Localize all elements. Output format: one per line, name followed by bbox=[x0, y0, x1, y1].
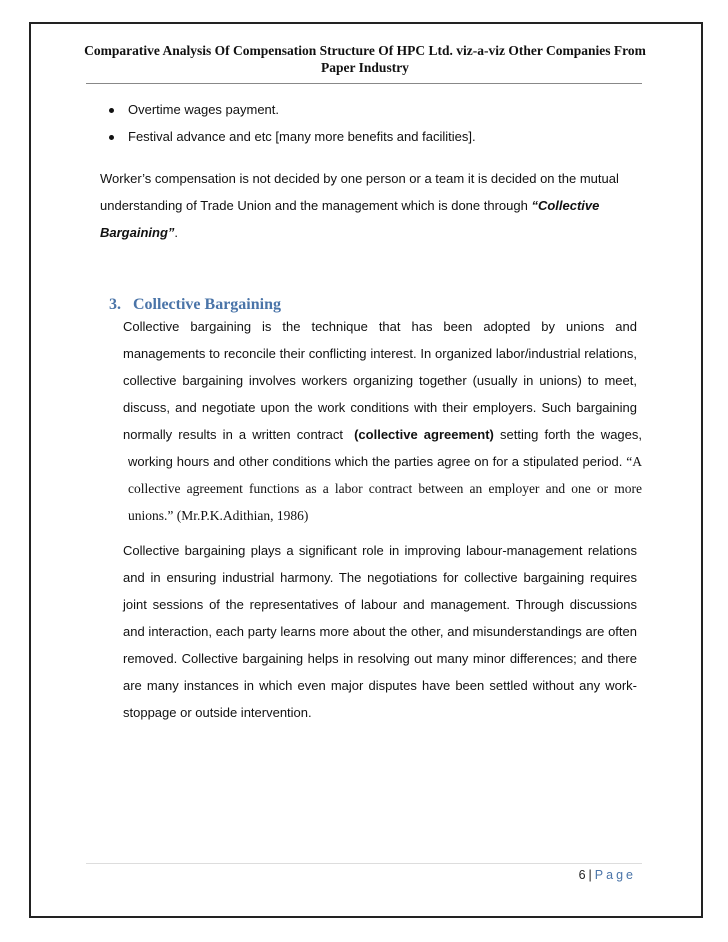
bullet-text: Festival advance and etc [many more benefits and facilities]. bbox=[128, 129, 476, 144]
page-word: Page bbox=[594, 868, 636, 882]
page-number-value: 6 bbox=[578, 868, 586, 882]
section-number: 3. bbox=[109, 296, 121, 313]
intro-paragraph bbox=[100, 165, 645, 246]
section-heading bbox=[109, 295, 281, 315]
collective-bargaining-paragraph-2 bbox=[123, 537, 642, 726]
paragraph-1-part-1: Collective bargaining is the technique that has been adopted by unions and managements to reconcile their conflicting interest. In organized labor/industrial relations, collective bargaining involves workers organizing together (usually in unions) to meet, discuss, and negotiate upon the work conditions with their employers. Such bargaining normally results in a written contract bbox=[123, 319, 637, 442]
intro-emphasis: “Collective Bargaining” bbox=[100, 198, 600, 240]
section-title: Collective Bargaining bbox=[133, 296, 281, 313]
paragraph-1-text bbox=[123, 319, 637, 442]
paragraph-1-quote: “A collective agreement functions as a labor contract between an employer and one or more unions.” (Mr.P.K.Adithian, 1986) bbox=[128, 454, 642, 523]
bullet-dot-icon bbox=[109, 135, 114, 140]
intro-text: Worker’s compensation is not decided by one person or a team it is decided on the mutual understanding of Trade Union and the management which is done through bbox=[100, 171, 619, 213]
header-rule bbox=[86, 83, 642, 84]
paragraph-1-part-2: setting forth the wages, working hours and other conditions which the parties agree on for a stipulated period. bbox=[128, 427, 642, 469]
collective-bargaining-paragraph-1 bbox=[123, 313, 642, 529]
footer-rule bbox=[86, 863, 642, 864]
paragraph-1-bold: (collective agreement) bbox=[354, 427, 494, 442]
bullet-text: Overtime wages payment. bbox=[128, 102, 280, 117]
page-number-separator: | bbox=[588, 868, 592, 882]
bullet-list bbox=[100, 101, 660, 155]
header-title-line-1: Comparative Analysis Of Compensation Structure Of HPC Ltd. viz-a-viz Other Companies From bbox=[84, 43, 646, 58]
header-title-line-2: Paper Industry bbox=[321, 60, 409, 75]
bullet-dot-icon bbox=[109, 108, 114, 113]
running-header bbox=[70, 42, 660, 76]
bullet-item bbox=[100, 101, 660, 128]
bullet-item bbox=[100, 128, 660, 155]
paragraph-2-text: Collective bargaining plays a significant role in improving labour-management relations and in ensuring industrial harmony. The negotiations for collective bargaining requires joint sessions of the representatives of labour and management. Through discussions and interaction, each party learns more about the other, and misunderstandings are often removed. Collective bargaining helps in resolving out many minor differences; and there are many instances in which even major disputes have been settled without any work-stoppage or outside intervention. bbox=[123, 543, 637, 720]
intro-end: . bbox=[174, 225, 179, 240]
page-number bbox=[579, 866, 636, 884]
